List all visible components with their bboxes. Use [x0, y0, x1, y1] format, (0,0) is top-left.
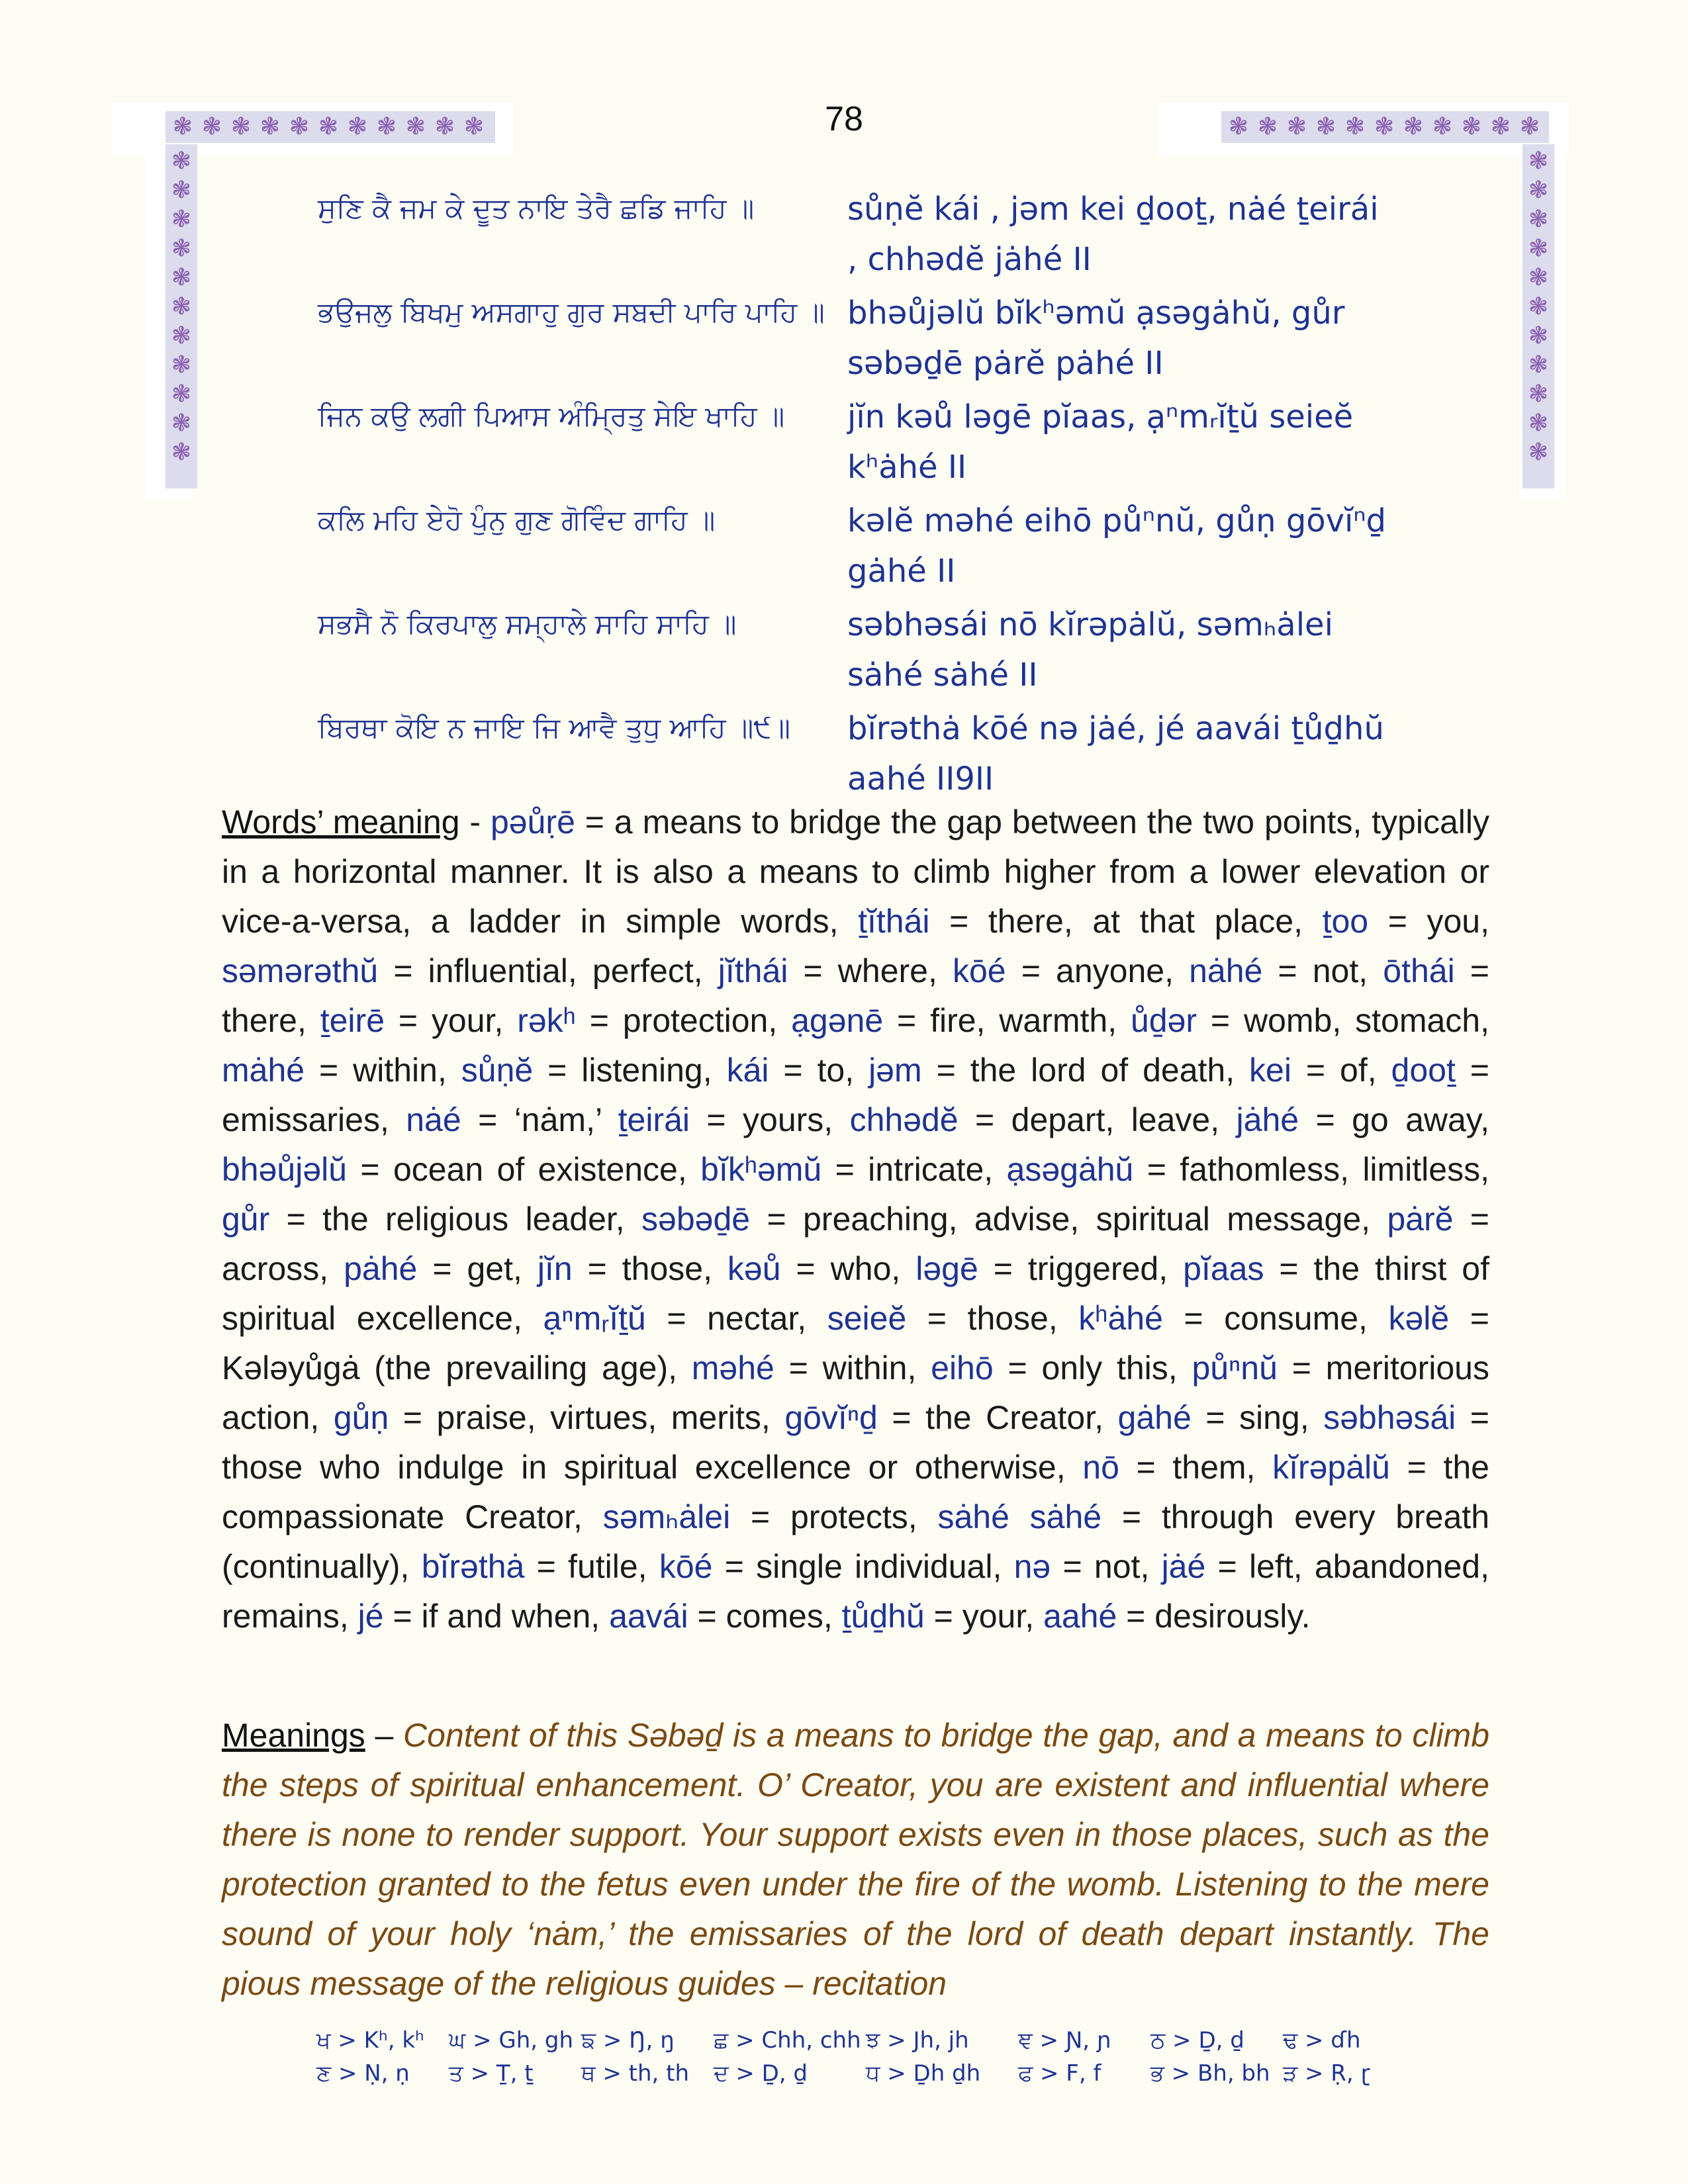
flower-star-icon: ❃ [171, 235, 192, 262]
term: ạⁿmᵣĭṯŭ [543, 1300, 646, 1337]
term: půⁿnŭ [1192, 1349, 1278, 1387]
term: aavái [609, 1598, 688, 1635]
definition: = womb, stomach, [1197, 1002, 1489, 1039]
term: ạgənē [791, 1002, 884, 1039]
definition: = those who indulge in spiritual excellence or otherwise, [222, 1399, 1489, 1486]
term: ləgē [915, 1250, 978, 1287]
transliteration-legend [316, 2024, 1442, 2090]
flower-star-icon: ❃ [1528, 381, 1549, 408]
term: bhəůjəlŭ [222, 1151, 348, 1188]
definition: = single individual, [712, 1548, 1014, 1585]
definition: = Kələyůgȧ (the prevailing age), [222, 1300, 1489, 1387]
flower-star-icon: ❃ [201, 113, 222, 140]
definition: = the thirst of spiritual excellence, [222, 1250, 1489, 1337]
term: sůṇĕ [461, 1052, 534, 1089]
flower-star-icon: ❃ [171, 381, 192, 408]
term: jĭthái [718, 952, 788, 989]
legend-item: ੜ > Ṛ, ɽ [1283, 2060, 1370, 2087]
term: kái [726, 1052, 769, 1089]
flower-star-icon: ❃ [171, 148, 192, 175]
term: ůḏər [1130, 1002, 1197, 1039]
definition: = anyone, [1006, 952, 1190, 989]
legend-item: ਠ > Ḏ, ḏ [1150, 2027, 1244, 2054]
definition: = left, abandoned, remains, [222, 1548, 1489, 1635]
definition: = ocean of existence, [347, 1151, 701, 1188]
definition: = the religious leader, [269, 1201, 642, 1238]
definition: = go away, [1299, 1101, 1489, 1138]
term: ṯoo [1322, 903, 1369, 940]
legend-item: ਖ > Kʰ, kʰ [316, 2027, 424, 2054]
term: səbhəsái [1323, 1399, 1456, 1436]
term: səmₕȧlei [602, 1498, 731, 1535]
legend-item: ਙ > Ŋ, ŋ [581, 2027, 675, 2054]
verse-row [318, 184, 1390, 285]
term: jȧhé [1236, 1101, 1299, 1138]
term: səbəḏē [641, 1201, 751, 1238]
term: jĭn [537, 1250, 573, 1287]
term: ạsəgȧhŭ [1006, 1151, 1134, 1188]
term: pĭaas [1183, 1250, 1264, 1287]
flower-star-icon: ❃ [1528, 351, 1549, 379]
flower-star-icon: ❃ [1490, 113, 1511, 140]
term: bĭrəthȧ [421, 1548, 525, 1585]
flower-star-icon: ❃ [259, 113, 281, 140]
definition: = the lord of death, [921, 1052, 1250, 1089]
term: bĭkʰəmŭ [700, 1151, 822, 1188]
flower-star-icon: ❃ [1315, 113, 1336, 140]
definition: = there, [222, 952, 1490, 1039]
verse-row [318, 496, 1390, 596]
term: rəkʰ [517, 1002, 576, 1039]
flower-star-icon: ❃ [171, 351, 192, 379]
verse-transliteration: bhəůjəlŭ bĭkʰəmŭ ạsəgȧhŭ, gůr səbəḏē pȧrĕ pȧhé II [847, 295, 1345, 382]
ornament-row-top-left [165, 111, 495, 143]
definition: = listening, [533, 1052, 727, 1089]
flower-star-icon: ❃ [1528, 206, 1549, 233]
flower-star-icon: ❃ [230, 113, 252, 140]
term: jé [357, 1598, 384, 1635]
page-number: 78 [825, 100, 863, 138]
term: ṯůḏhŭ [841, 1598, 925, 1635]
flower-star-icon: ❃ [1519, 113, 1540, 140]
meanings-paragraph [222, 1711, 1489, 2009]
definition: = intricate, [821, 1151, 1007, 1188]
verse-row [318, 392, 1390, 492]
flower-star-icon: ❃ [1528, 177, 1549, 204]
flower-star-icon: ❃ [1286, 113, 1307, 140]
definition: = sing, [1191, 1399, 1324, 1436]
verse-gurmukhi: ਭਉਜਲੁ ਬਿਖਮੁ ਅਸਗਾਹੁ ਗੁਰ ਸਬਦੀ ਪਾਰਿ ਪਾਹਿ ॥ [318, 296, 825, 328]
flower-star-icon: ❃ [1228, 113, 1249, 140]
legend-item: ਝ > Jh, jh [866, 2027, 969, 2054]
meanings-text: Content of this Səbəḏ is a means to bridge the gap, and a means to climb the steps of spiritual enhancement. O’ Creator, you are existent and influential where there is none to render support. Your support exists even in those places, such as the protection granted to the fetus even under the fire of the womb. Listening to the mere sound of your holy ‘nȧm,’ the emissaries of the lord of death depart instantly. The pious message of the religious guides – recitation [222, 1717, 1490, 2002]
flower-star-icon: ❃ [347, 113, 368, 140]
flower-star-icon: ❃ [171, 322, 192, 349]
definition: = ‘nȧm,’ [461, 1101, 618, 1138]
flower-star-icon: ❃ [1528, 322, 1549, 349]
definition: = the Creator, [877, 1399, 1118, 1436]
legend-item: ਛ > Chh, chh [714, 2027, 861, 2054]
definition: = meritorious action, [222, 1349, 1489, 1436]
verse-gurmukhi: ਬਿਰਥਾ ਕੋਇ ਨ ਜਾਇ ਜਿ ਆਵੈ ਤੁਧੁ ਆਹਿ ॥੯॥ [318, 711, 790, 744]
ornament-column-left [165, 144, 197, 488]
legend-row [316, 2057, 1442, 2090]
flower-star-icon: ❃ [171, 206, 192, 233]
term: kəů [727, 1250, 781, 1287]
term: gōvĭⁿḏ [784, 1399, 878, 1436]
term: nȧhé [1189, 952, 1263, 989]
term: kəlĕ [1388, 1300, 1450, 1337]
term: mȧhé [222, 1052, 305, 1089]
flower-star-icon: ❃ [1528, 264, 1549, 291]
flower-star-icon: ❃ [1432, 113, 1453, 140]
verse-row [318, 288, 1390, 388]
term: gůr [222, 1201, 270, 1238]
definition: = to, [769, 1052, 869, 1089]
term: kōé [953, 952, 1006, 989]
definition: = them, [1119, 1449, 1273, 1486]
definition: = fire, warmth, [883, 1002, 1131, 1039]
flower-star-icon: ❃ [172, 113, 193, 140]
verse-transliteration: sůṇĕ kái , jəm kei ḏooṯ, nȧé ṯeirái , chhədĕ jȧhé II [847, 191, 1379, 278]
definition: = through every breath (continually), [222, 1498, 1489, 1585]
term: gůṇ [333, 1399, 389, 1436]
flower-star-icon: ❃ [318, 113, 339, 140]
definition: = not, [1051, 1548, 1162, 1585]
definition: = who, [780, 1250, 916, 1287]
flower-star-icon: ❃ [1403, 113, 1424, 140]
definition: = emissaries, [222, 1052, 1490, 1138]
definition: = those, [906, 1300, 1079, 1337]
flower-star-icon: ❃ [171, 177, 192, 204]
legend-item: ਘ > Gh, gh [449, 2027, 574, 2054]
definition: = of, [1291, 1052, 1391, 1089]
flower-star-icon: ❃ [1528, 439, 1549, 466]
term: sȧhé sȧhé [937, 1498, 1102, 1535]
verse-gurmukhi: ਜਿਨ ਕਉ ਲਗੀ ਪਿਆਸ ਅੰਮ੍ਰਿਤੁ ਸੇਇ ਖਾਹਿ ॥ [318, 400, 785, 432]
legend-item: ਞ > Ɲ, ɲ [1018, 2027, 1111, 2054]
verse-gurmukhi: ਸੁਣਿ ਕੈ ਜਮ ਕੇ ਦੂਤ ਨਾਇ ਤੇਰੈ ਛਡਿ ਜਾਹਿ ॥ [318, 192, 755, 224]
words-meaning-separator: - [459, 803, 491, 841]
verse-transliteration: kəlĕ məhé eihō půⁿnŭ, gůṇ gōvĭⁿḏ gȧhé II [847, 502, 1386, 590]
term: pȧhé [344, 1250, 418, 1287]
definition: = praise, virtues, merits, [389, 1399, 785, 1436]
flower-star-icon: ❃ [289, 113, 310, 140]
verse-transliteration: səbhəsái nō kĭrəpȧlŭ, səmₕȧlei sȧhé sȧhé II [847, 606, 1333, 694]
definition: = yours, [690, 1101, 850, 1138]
flower-star-icon: ❃ [171, 439, 192, 466]
term: nō [1082, 1449, 1119, 1486]
flower-star-icon: ❃ [1528, 410, 1549, 437]
definition: = only this, [993, 1349, 1192, 1387]
term: pəůṛē [491, 803, 575, 841]
flower-star-icon: ❃ [1344, 113, 1366, 140]
term: kĭrəpȧlŭ [1272, 1449, 1390, 1486]
definition: = you, [1368, 903, 1489, 940]
term: məhé [691, 1349, 774, 1387]
legend-item: ਫ > F, f [1018, 2060, 1102, 2087]
legend-item: ਤ > Ṯ, ṯ [449, 2060, 534, 2087]
definition: = not, [1262, 952, 1383, 989]
definition: = protects, [730, 1498, 938, 1535]
term: kei [1249, 1052, 1291, 1089]
definition: = your, [385, 1002, 518, 1039]
flower-star-icon: ❃ [1528, 293, 1549, 320]
definition: = the compassionate Creator, [222, 1449, 1489, 1535]
term: kʰȧhé [1078, 1300, 1163, 1337]
term: aahé [1043, 1598, 1117, 1635]
definition: = depart, leave, [958, 1101, 1237, 1138]
verse-transliteration: jĭn kəů ləgē pĭaas, ạⁿmᵣĭṯŭ seieĕ kʰȧhé II [847, 398, 1354, 486]
definition: = across, [222, 1201, 1490, 1287]
flower-star-icon: ❃ [1461, 113, 1482, 140]
definition: = get, [417, 1250, 538, 1287]
meanings-heading: Meanings [222, 1717, 365, 1754]
legend-item: ਧ > Ḏh ḏh [866, 2060, 981, 2087]
flower-star-icon: ❃ [434, 113, 455, 140]
legend-item: ਣ > Ṇ, ṇ [316, 2060, 410, 2087]
term: jəm [868, 1052, 922, 1089]
definition: = influential, perfect, [378, 952, 718, 989]
definition: = within, [305, 1052, 461, 1089]
definition: = nectar, [645, 1300, 827, 1337]
verse-row [318, 600, 1390, 700]
flower-star-icon: ❃ [1528, 235, 1549, 262]
definition: = those, [572, 1250, 727, 1287]
term: jȧé [1161, 1548, 1206, 1585]
meanings-dash: – [365, 1717, 404, 1754]
flower-star-icon: ❃ [171, 293, 192, 320]
term: nȧé [406, 1101, 461, 1138]
legend-row [316, 2024, 1442, 2057]
term: gȧhé [1117, 1399, 1192, 1436]
legend-item: ਥ > th, th [581, 2060, 690, 2087]
verse-table [318, 184, 1390, 807]
term: kōé [659, 1548, 713, 1585]
term: ḏooṯ [1391, 1052, 1456, 1089]
definition: = protection, [575, 1002, 792, 1039]
term: chhədĕ [849, 1101, 959, 1138]
term: ōthái [1383, 952, 1455, 989]
ornament-row-top-right [1221, 111, 1549, 143]
verse-row [318, 704, 1390, 804]
term: eihō [931, 1349, 994, 1387]
definition: = if and when, [383, 1598, 610, 1635]
term: nə [1013, 1548, 1051, 1585]
definition: = comes, [688, 1598, 842, 1635]
legend-item: ਦ > Ḏ, ḏ [714, 2060, 808, 2087]
term: səmərəthŭ [222, 952, 379, 989]
words-meaning-paragraph [222, 797, 1489, 1641]
definition: = a means to bridge the gap between the two points, typically in a horizontal manner. It is also a means to climb higher from a lower elevation or vice-a-versa, a ladder in simple words, [222, 803, 1489, 940]
term: pȧrĕ [1387, 1201, 1454, 1238]
definition: = futile, [524, 1548, 659, 1585]
term: seieĕ [827, 1300, 907, 1337]
definition: = desirously. [1117, 1598, 1311, 1635]
flower-star-icon: ❃ [405, 113, 426, 140]
definition: = triggered, [978, 1250, 1184, 1287]
flower-star-icon: ❃ [1528, 148, 1549, 175]
flower-star-icon: ❃ [171, 410, 192, 437]
words-meaning-heading: Words’ meaning [222, 803, 460, 841]
term: ṯĭthái [858, 903, 930, 940]
flower-star-icon: ❃ [171, 264, 192, 291]
definition: = consume, [1162, 1300, 1389, 1337]
definition: = your, [924, 1598, 1044, 1635]
legend-item: ਢ > ɗh [1283, 2027, 1361, 2054]
term: ṯeirē [320, 1002, 385, 1039]
definition: = within, [774, 1349, 931, 1387]
flower-star-icon: ❃ [376, 113, 397, 140]
term: ṯeirái [618, 1101, 690, 1138]
legend-item: ਭ > Bh, bh [1150, 2060, 1270, 2087]
verse-transliteration: bĭrəthȧ kōé nə jȧé, jé aavái ṯůḏhŭ aahé II9II [847, 710, 1384, 797]
verse-gurmukhi: ਕਲਿ ਮਹਿ ਏਹੋ ਪੁੰਨੁ ਗੁਣ ਗੋਵਿੰਦ ਗਾਹਿ ॥ [318, 504, 716, 536]
definition: = there, at that place, [929, 903, 1323, 940]
verse-gurmukhi: ਸਭਸੈ ਨੋ ਕਿਰਪਾਲੁ ਸਮ੍ਹਾਲੇ ਸਾਹਿ ਸਾਹਿ ॥ [318, 608, 737, 640]
flower-star-icon: ❃ [1374, 113, 1395, 140]
ornament-column-right [1523, 144, 1554, 488]
flower-star-icon: ❃ [463, 113, 485, 140]
definition: = preaching, advise, spiritual message, [750, 1201, 1387, 1238]
definition: = fathomless, limitless, [1133, 1151, 1489, 1188]
definition: = where, [788, 952, 953, 989]
flower-star-icon: ❃ [1257, 113, 1278, 140]
